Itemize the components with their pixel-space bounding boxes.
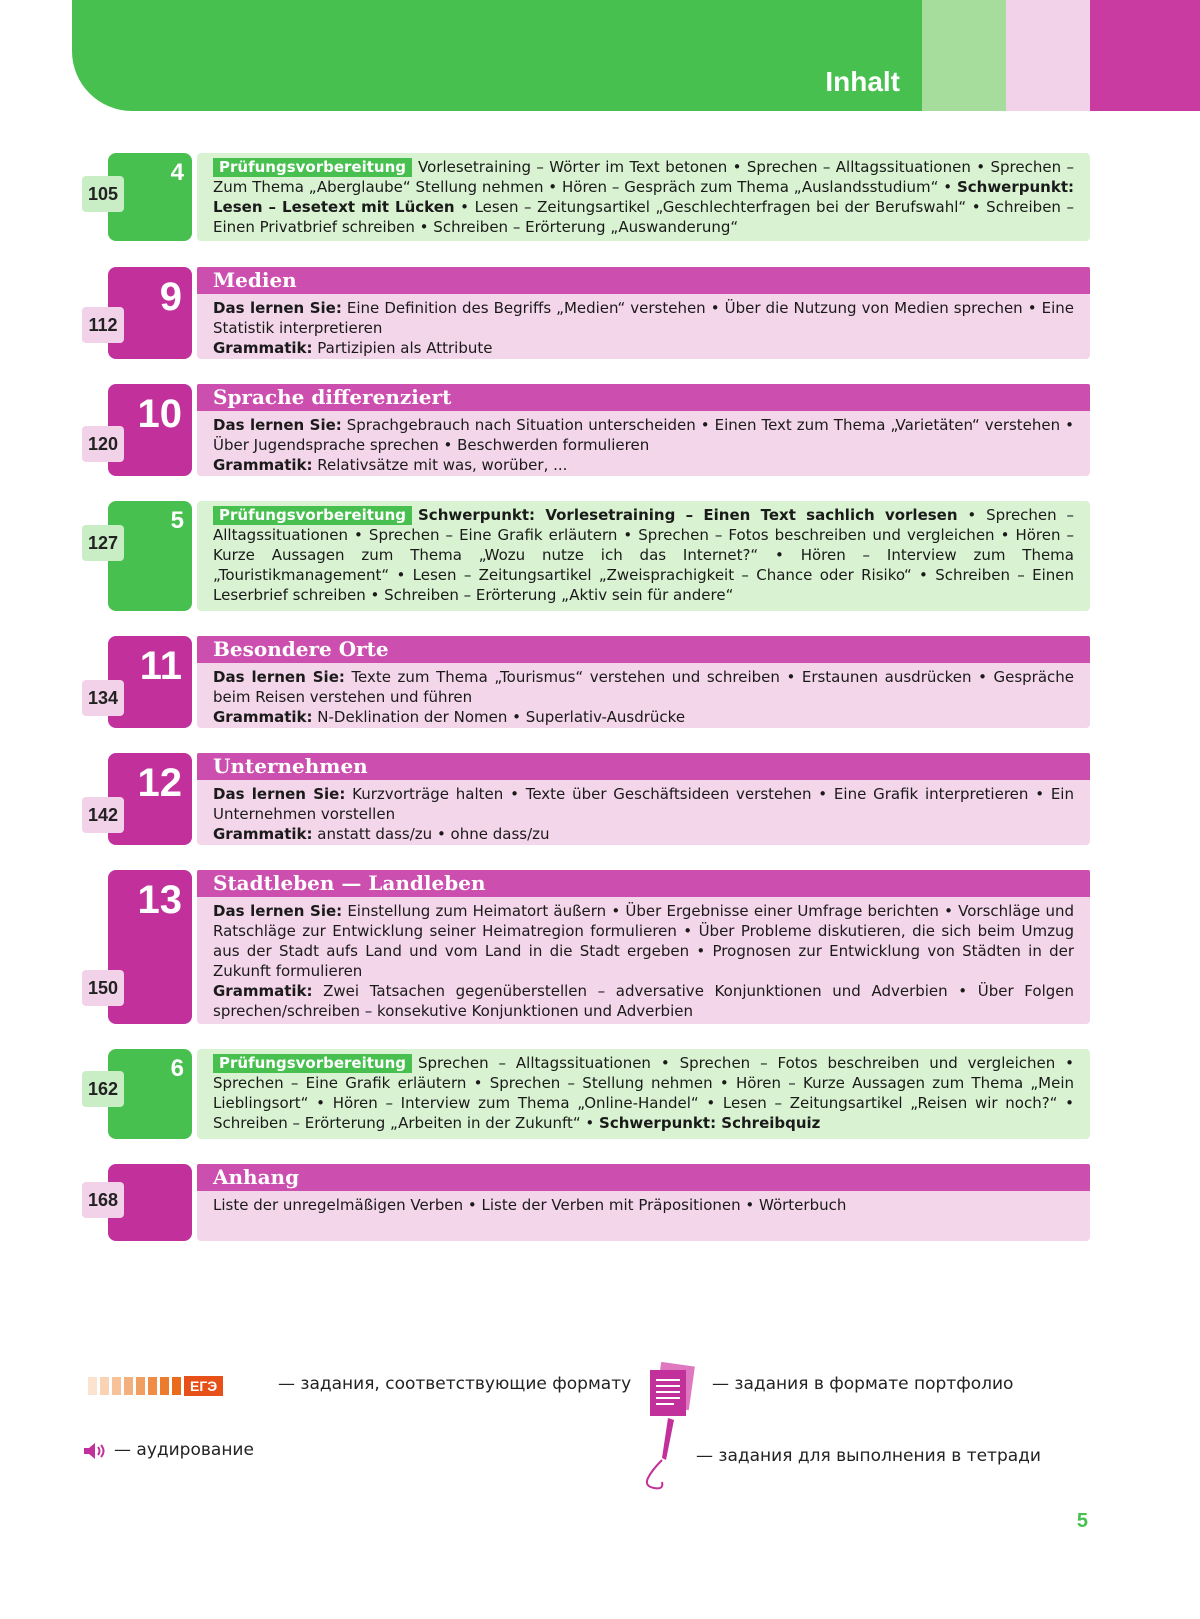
grammar-text: Partizipien als Attribute [317,339,493,357]
notebook-legend-text: — задания для выполнения в тетради [696,1446,1041,1466]
toc-entry-pruefung-5[interactable] [0,501,1200,611]
schwerpunkt: Schwerpunkt: Schreibquiz [599,1114,821,1132]
learn-text: Sprachgebrauch nach Situation unterscheiden • Einen Text zum Thema „Varietäten“ verstehen • Über Jugendsprache sprechen • Beschwerden formulieren [213,416,1074,454]
entry-content [197,753,1090,845]
ege-icon [88,1376,223,1396]
page-number-box: 134 [82,680,124,716]
portfolio-icon [644,1362,696,1422]
toc-entry-anhang[interactable] [0,1164,1200,1241]
toc-entry-pruefung-4[interactable] [0,153,1200,241]
unit-number: 10 [137,392,182,436]
header-color-block-light-pink [1006,0,1090,111]
schwerpunkt: Schwerpunkt: Lesen – Lesetext mit Lücken [213,178,1074,216]
page-title: Inhalt [825,66,900,97]
toc-entry-unit-10[interactable] [0,384,1200,476]
unit-number: 13 [137,878,182,922]
learn-label: Das lernen Sie: [213,416,342,434]
grammar-label: Grammatik: [213,339,313,357]
page-number: 5 [1076,1510,1088,1532]
ege-legend-text: — задания, соответствующие формату [278,1374,632,1394]
unit-title: Besondere Orte [197,636,1090,663]
entry-text: Sprechen – Alltagssituationen • Sprechen – Fotos beschreiben und vergleichen • Sprechen – Eine Grafik erläutern • Sprechen – Stellung nehmen • Hören – Kurze Aussagen zum Thema „Mein Lieblingsort“ • Hören – Interview zum Thema „Online-Handel“ • Lesen – Zeitungsartikel „Reisen wir noch?“ • Schreiben – Erörterung „Arbeiten in der Zukunft“ • [213,1054,1074,1132]
unit-number: 4 [170,159,184,186]
page-number-box: 150 [82,970,124,1006]
unit-number: 11 [139,644,182,688]
entry-content [197,1164,1090,1241]
learn-label: Das lernen Sie: [213,902,343,920]
toc-entry-unit-13[interactable] [0,870,1200,1024]
toc-entry-unit-9[interactable] [0,267,1200,359]
toc-entry-pruefung-6[interactable] [0,1049,1200,1139]
page-number-box: 168 [82,1182,124,1218]
learn-text: Eine Definition des Begriffs „Medien“ verstehen • Über die Nutzung von Medien sprechen • Eine Statistik interpretieren [213,299,1074,337]
learn-text: Kurzvorträge halten • Texte über Geschäftsideen verstehen • Eine Grafik interpretieren • Ein Unternehmen vorstellen [213,785,1074,823]
unit-number: 12 [137,761,182,805]
audio-icon [82,1442,108,1464]
entry-text: Vorlesetraining – Wörter im Text betonen • Sprechen – Alltagssituationen • Sprechen – Zum Thema „Aberglaube“ Stellung nehmen • Hören – Gespräch zum Thema „Auslandsstudium“ • [213,158,1074,196]
unit-title: Anhang [197,1164,1090,1191]
portfolio-legend-text: — задания в формате портфолио [712,1374,1014,1394]
entry-content [197,870,1090,1024]
entry-content [197,153,1090,241]
grammar-label: Grammatik: [213,825,313,843]
unit-title: Stadtleben — Landleben [197,870,1090,897]
entry-text-cont: • Sprechen – Alltagssituationen • Sprechen – Eine Grafik erläutern • Sprechen – Fotos beschreiben und vergleichen • Hören – Kurze Aussagen zum Thema „Wozu nutze ich das Internet?“ • Hören – Interview zum Thema „Touristikmanagement“ • Lesen – Zeitungsartikel „Zweisprachigkeit – Chance oder Risiko“ • Schreiben – Einen Leserbrief schreiben • Schreiben – Erörterung „Aktiv sein für andere“ [213,506,1075,604]
header-color-block-light-green [922,0,1006,111]
entry-content [197,384,1090,476]
grammar-label: Grammatik: [213,708,313,726]
page-number-box: 105 [82,176,124,212]
learn-label: Das lernen Sie: [213,668,345,686]
learn-label: Das lernen Sie: [213,785,346,803]
header-color-block-magenta [1090,0,1200,111]
unit-title: Sprache differenziert [197,384,1090,411]
entry-content [197,1049,1090,1139]
page-number-box: 162 [82,1071,124,1107]
pruefung-tag: Prüfungsvorbereitung [213,158,412,177]
grammar-label: Grammatik: [213,982,313,1000]
learn-text: Texte zum Thema „Tourismus“ verstehen und schreiben • Erstaunen ausdrücken • Gespräche beim Reisen verstehen und führen [213,668,1074,706]
entry-content [197,267,1090,359]
page-number-box: 142 [82,797,124,833]
unit-number: 6 [170,1055,184,1082]
grammar-text: N-Deklination der Nomen • Superlativ-Ausdrücke [317,708,686,726]
grammar-text: Zwei Tatsachen gegenüberstellen – adversative Konjunktionen und Adverbien • Über Folgen sprechen/schreiben – konsekutive Konjunktionen und Adverbien [213,982,1074,1020]
learn-text: Einstellung zum Heimatort äußern • Über Ergebnisse einer Umfrage berichten • Vorschläge und Ratschläge zur Entwicklung seiner Heimatregion formulieren • Über Probleme diskutieren, die sich beim Umzug aus der Stadt aufs Land und vom Land in die Stadt ergeben • Prognosen zur Entwicklung von Städten in der Zukunft formulieren [213,902,1074,980]
toc-entry-unit-12[interactable] [0,753,1200,845]
unit-number: 5 [170,507,184,534]
page-number-box: 127 [82,525,124,561]
unit-number: 9 [159,275,182,319]
grammar-text: Relativsätze mit was, worüber, ... [317,456,568,474]
entry-content [197,636,1090,728]
schwerpunkt: Schwerpunkt: Vorlesetraining – Einen Text sachlich vorlesen [418,506,958,524]
toc-entry-unit-11[interactable] [0,636,1200,728]
pruefung-tag: Prüfungsvorbereitung [213,506,412,525]
ege-label: ЕГЭ [184,1376,223,1396]
entry-text-cont: • Lesen – Zeitungsartikel „Geschlechterfragen bei der Berufswahl“ • Schreiben – Einen Privatbrief schreiben • Schreiben – Erörterung „Auswanderung“ [213,198,1075,236]
grammar-text: anstatt dass/zu • ohne dass/zu [317,825,550,843]
pruefung-tag: Prüfungsvorbereitung [213,1054,412,1073]
audio-legend-text: — аудирование [114,1440,254,1460]
page-number-box: 120 [82,426,124,462]
grammar-label: Grammatik: [213,456,313,474]
unit-title: Unternehmen [197,753,1090,780]
anhang-text: Liste der unregelmäßigen Verben • Liste der Verben mit Präpositionen • Wörterbuch [213,1196,847,1214]
page-number-box: 112 [82,307,124,343]
unit-title: Medien [197,267,1090,294]
entry-content [197,501,1090,611]
notebook-pen-icon [642,1416,682,1496]
learn-label: Das lernen Sie: [213,299,342,317]
